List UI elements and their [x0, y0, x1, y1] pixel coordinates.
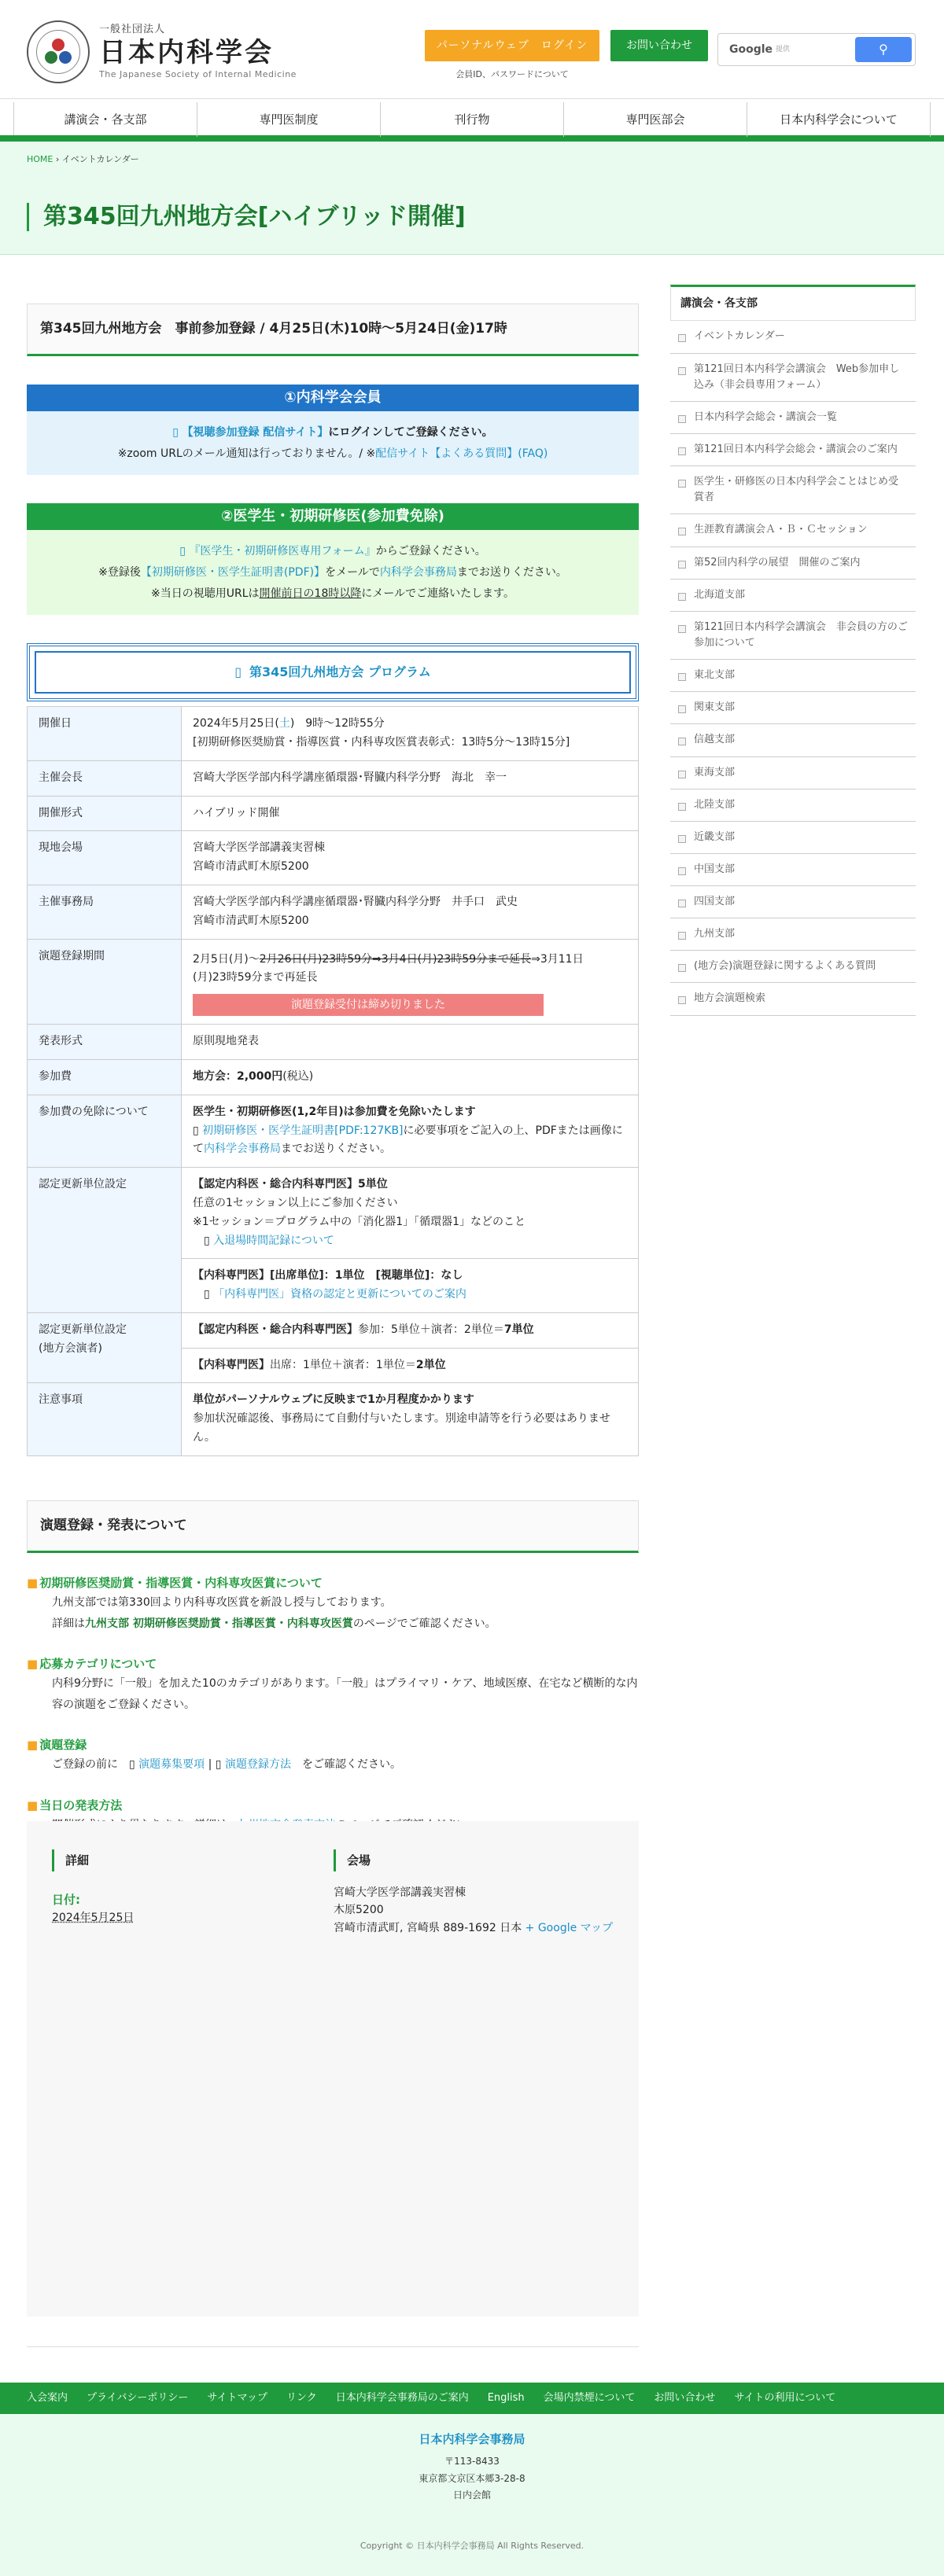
presentation-heading: 演題登録・発表について — [27, 1500, 639, 1553]
faq-link[interactable]: 配信サイト【よくある質問】(FAQ) — [375, 447, 548, 460]
sidebar-item[interactable]: 地方会演題検索 — [670, 983, 916, 1015]
search-button[interactable] — [855, 37, 912, 62]
table-cell — [182, 1383, 639, 1455]
site-footer — [0, 2414, 944, 2576]
note-title: 単位がパーソナルウェブに反映まで1か月程度かかります — [193, 1393, 474, 1407]
nav-item-lectures[interactable]: 講演会・各支部 — [14, 102, 197, 137]
venue-line: 宮崎市清武町, 宮崎県 889-1692 日本 — [334, 1921, 522, 1934]
date-label: 日付: — [52, 1893, 80, 1907]
sidebar-item[interactable]: 東海支部 — [670, 757, 916, 789]
document-icon: ▯ — [204, 1288, 210, 1301]
credit-text: 任意の1セッション以上にご参加ください — [193, 1196, 398, 1209]
registration-heading: 第345回九州地方会 事前参加登録 / 4月25日(木)10時〜5月24日(金)17時 — [27, 304, 639, 356]
page-title: 第345回九州地方会[ハイブリッド開催] — [27, 203, 466, 231]
fee-tax: (税込) — [282, 1069, 314, 1083]
venue-heading: 会場 — [334, 1849, 617, 1871]
pdf-icon: ▯ — [193, 1124, 199, 1137]
contact-button[interactable]: お問い合わせ — [610, 30, 708, 61]
student-form-link[interactable]: 『医学生・初期研修医専用フォーム』 — [189, 545, 376, 558]
sidebar-item[interactable]: 第121回日本内科学会講演会 非会員の方のご参加について — [670, 612, 916, 660]
nav-item-specialist-section[interactable]: 専門医部会 — [564, 102, 747, 137]
details-heading: 詳細 — [52, 1849, 304, 1871]
venue-line: 木原5200 — [334, 1904, 384, 1917]
table-cell — [182, 885, 639, 939]
student-line3-end: にメールでご連絡いたします。 — [361, 587, 514, 600]
document-icon: ▯ — [234, 664, 242, 680]
login-help-link[interactable]: 会員ID、パスワードについて — [455, 69, 569, 79]
search-icon: ⚲ — [879, 42, 888, 57]
table-header-cell: 開催日 — [28, 707, 182, 761]
credit-note: ※1セッション＝プログラム中の「消化器1」「循環器1」などのこと — [193, 1215, 526, 1228]
table-row — [28, 939, 639, 1025]
topic-text: ご登録の前に — [52, 1758, 118, 1772]
search-box[interactable] — [717, 33, 916, 66]
student-line3-time: 開催前日の18時以降 — [259, 587, 362, 600]
breadcrumb-current: イベントカレンダー — [61, 154, 139, 164]
sidebar-item[interactable]: イベントカレンダー — [670, 321, 916, 353]
table-row — [28, 1383, 639, 1455]
sidebar-item[interactable]: 日本内科学会総会・講演会一覧 — [670, 402, 916, 434]
program-link[interactable] — [35, 651, 631, 694]
table-header-cell: 注意事項 — [28, 1383, 182, 1455]
info-icon: ▯ — [172, 426, 179, 440]
table-header-cell: 開催形式 — [28, 796, 182, 831]
table-cell — [182, 1059, 639, 1095]
topic-categories — [27, 1654, 639, 1715]
topic-text: のページでご確認ください。 — [352, 1617, 496, 1630]
student-line2-end: までお送りください。 — [456, 565, 567, 579]
topic-title: ■ 初期研修医奨励賞・指導医賞・内科専攻医賞について — [27, 1573, 639, 1592]
sidebar-item[interactable]: 九州支部 — [670, 918, 916, 951]
streaming-site-link[interactable]: 【視聴参加登録 配信サイト】 — [182, 426, 329, 440]
footer-address — [0, 2453, 944, 2504]
member-line2-text: ※zoom URLのメール通知は行っておりません。/ ※ — [117, 447, 376, 460]
table-cell — [182, 1312, 639, 1348]
speaker-credit-2b: 出席：1単位＋演者：1単位＝ — [270, 1358, 416, 1371]
main-content — [27, 304, 639, 1934]
footer-link[interactable]: リンク — [286, 2391, 317, 2404]
nav-item-specialist[interactable]: 専門医制度 — [197, 102, 381, 137]
footer-link[interactable]: お問い合わせ — [654, 2391, 716, 2404]
google-map-link[interactable]: + Google マップ — [525, 1921, 614, 1934]
personal-web-login-button[interactable]: パーソナルウェブ ログイン — [425, 30, 599, 61]
venue-name: 宮崎大学医学部講義実習棟 — [193, 841, 325, 855]
document-icon: ▯ — [215, 1758, 222, 1772]
footer-link[interactable]: 会場内禁煙について — [543, 2391, 636, 2404]
table-row — [28, 1168, 639, 1259]
office-link[interactable]: 内科学会事務局 — [379, 565, 457, 579]
sidebar-title: 講演会・各支部 — [670, 285, 916, 321]
table-cell — [182, 1095, 639, 1167]
speaker-credit-1a: 【認定内科医・総合内科専門医】 — [193, 1323, 358, 1336]
event-info-table — [27, 706, 639, 1456]
document-icon: ▯ — [204, 1234, 210, 1247]
topic-title: ■ 当日の発表方法 — [27, 1796, 639, 1815]
abstract-extended-2: (月)23時59分まで再延長 — [193, 971, 318, 984]
nav-item-publications[interactable]: 刊行物 — [381, 102, 564, 137]
abstract-struck: 2月26日(月)23時59分⇒3月4日(月)23時59分まで延長 — [259, 952, 532, 966]
abstract-extended: ⇒3月11日 — [531, 952, 584, 966]
venue-line: 宮崎大学医学部講義実習棟 — [334, 1886, 466, 1899]
sidebar-item[interactable]: 生涯教育講演会Ａ・Ｂ・Ｃセッション — [670, 514, 916, 546]
site-logo[interactable] — [27, 20, 297, 83]
footer-link[interactable]: 日本内科学会事務局のご案内 — [335, 2391, 469, 2404]
registration-method-link[interactable]: 演題登録方法 — [224, 1758, 291, 1772]
footer-zip: 〒113-8433 — [444, 2456, 500, 2467]
sidebar-item[interactable]: 四国支部 — [670, 886, 916, 918]
sidebar-item[interactable]: 信越支部 — [670, 724, 916, 756]
exempt-office-link[interactable]: 内科学会事務局 — [204, 1143, 281, 1156]
footer-org[interactable]: 日本内科学会事務局 — [419, 2432, 525, 2446]
attendance-record-link[interactable]: 入退場時間記録について — [213, 1234, 334, 1247]
office-name: 宮崎大学医学部内科学講座循環器･腎臓内科学分野 井手口 武史 — [193, 895, 518, 908]
member-line1-text: にログインしてご登録ください。 — [328, 426, 493, 440]
note-text: 参加状況確認後、事務局にて自動付与いたします。別途申請等を行う必要はありません。 — [193, 1412, 610, 1444]
table-header-cell: 参加費 — [28, 1059, 182, 1095]
awards-link[interactable]: 九州支部 初期研修医奨励賞・指導医賞・内科専攻医賞 — [85, 1617, 353, 1630]
topic-title: ■ 演題登録 — [27, 1735, 639, 1754]
topic-title: ■ 応募カテゴリについて — [27, 1654, 639, 1673]
student-line2-mid: をメールで — [325, 565, 380, 579]
speaker-credit-1c: 7単位 — [503, 1323, 534, 1336]
footer-nav — [0, 2383, 944, 2414]
info-icon: ▯ — [179, 545, 186, 558]
table-cell: 原則現地発表 — [182, 1025, 639, 1060]
topic-registration: ■ 演題登録 ご登録の前に ▯ 演題募集要項 | ▯ 演題登録方法 をご確認ください。 — [27, 1735, 639, 1776]
exempt-end: までお送りください。 — [281, 1143, 391, 1156]
credit-title: 【認定内科医・総合内科専門医】5単位 — [193, 1178, 388, 1191]
footer-building: 日内会館 — [452, 2490, 491, 2501]
sidebar-item[interactable]: (地方会)演題登録に関するよくある質問 — [670, 951, 916, 983]
document-icon: ▯ — [129, 1758, 135, 1772]
google-sub: 提供 — [776, 45, 791, 53]
speaker-credit-2c: 2単位 — [415, 1358, 446, 1371]
student-section-title: ②医学生・初期研修医(参加費免除) — [27, 503, 639, 530]
speaker-credit-th: 認定更新単位設定 — [39, 1323, 127, 1336]
award-time: [初期研修医奨励賞・指導医賞・内科専攻医賞表彰式：13時5分〜13時15分] — [193, 735, 570, 749]
topic-text: をご確認ください。 — [301, 1758, 401, 1772]
student-line3-text: ※当日の視聴用URLは — [151, 587, 260, 600]
sidebar-item[interactable]: 北海道支部 — [670, 580, 916, 612]
table-header-cell: 主催会長 — [28, 760, 182, 796]
topic-text: 内科9分野に「一般」を加えた10のカテゴリがあります。「一般」はプライマリ・ケア、地域医療、在宅など横断的な内容の演題をご登録ください。 — [52, 1677, 638, 1711]
table-cell: ハイブリッド開催 — [182, 796, 639, 831]
member-section-title: ①内科学会会員 — [27, 385, 639, 411]
date-time: ) 9時〜12時55分 — [289, 717, 385, 730]
logo-title: 日本内科学会 — [99, 36, 274, 68]
nav-item-about[interactable]: 日本内科学会について — [747, 102, 931, 137]
title-band — [0, 142, 944, 255]
table-row — [28, 796, 639, 831]
breadcrumb — [27, 153, 139, 167]
table-header-cell: 現地会場 — [28, 831, 182, 885]
breadcrumb-home[interactable]: HOME — [27, 154, 53, 164]
specialist-credit: 【内科専門医】[出席単位]：1単位 [視聴単位]：なし — [193, 1269, 463, 1282]
table-row — [28, 1059, 639, 1095]
exempt-title: 医学生・初期研修医(1,2年目)は参加費を免除いたします — [193, 1105, 476, 1118]
logo-small-text: 一般社団法人 — [99, 24, 166, 36]
table-row — [28, 831, 639, 885]
exempt-text: に必要事項をご記入の上、PDFまたは画像にて — [193, 1124, 623, 1156]
table-cell — [182, 1348, 639, 1383]
sidebar-item[interactable]: 第121回日本内科学会講演会 Web参加申し込み（非会員専用フォーム） — [670, 354, 916, 402]
guidelines-link[interactable]: 演題募集要項 — [138, 1758, 205, 1772]
breadcrumb-sep: › — [55, 154, 60, 164]
table-header-cell: 演題登録期間 — [28, 939, 182, 1025]
google-label: Google — [729, 42, 773, 56]
table-header-cell: 主催事務局 — [28, 885, 182, 939]
sidebar-list — [670, 321, 916, 1015]
office-address: 宮崎市清武町木原5200 — [193, 914, 309, 927]
society-seal — [27, 20, 90, 83]
program-box — [27, 643, 639, 701]
site-header — [0, 0, 944, 99]
specialist-guide-link[interactable]: 「内科専門医」資格の認定と更新についてのご案内 — [213, 1288, 466, 1301]
table-header-cell: 認定更新単位設定 — [28, 1168, 182, 1313]
footer-link[interactable]: English — [487, 2391, 525, 2404]
topic-awards — [27, 1573, 639, 1634]
abstract-start: 2月5日(月)〜 — [193, 952, 260, 966]
sidebar-item[interactable]: 中国支部 — [670, 854, 916, 886]
sidebar — [670, 285, 916, 1016]
copyright: Copyright © 日本内科学会事務局 All Rights Reserved. — [360, 2540, 584, 2551]
student-line2-text: ※登録後 — [98, 565, 141, 579]
footer-link[interactable]: サイトマップ — [207, 2391, 267, 2404]
date-day-link[interactable]: 土 — [278, 717, 290, 730]
speaker-credit-th-2: (地方会演者) — [39, 1341, 102, 1355]
logo-english: The Japanese Society of Internal Medicine — [99, 69, 297, 80]
sidebar-item[interactable]: 東北支部 — [670, 660, 916, 692]
program-label: 第345回九州地方会 プログラム — [249, 664, 431, 680]
student-line1-text: からご登録ください。 — [375, 545, 486, 558]
table-cell — [182, 831, 639, 885]
footer-link[interactable]: プライバシーポリシー — [87, 2391, 189, 2404]
sidebar-item[interactable]: 近畿支部 — [670, 822, 916, 854]
table-row — [28, 1025, 639, 1060]
table-header-cell: 発表形式 — [28, 1025, 182, 1060]
sidebar-item[interactable]: 北陸支部 — [670, 789, 916, 822]
table-row — [28, 1312, 639, 1348]
speaker-credit-2a: 【内科専門医】 — [193, 1358, 270, 1371]
table-cell — [182, 939, 639, 1025]
footer-addr: 東京都文京区本郷3-28-8 — [419, 2472, 525, 2484]
topic-text: 詳細は — [52, 1617, 85, 1630]
fee-amount: 地方会：2,000円 — [193, 1069, 283, 1083]
member-section-body — [27, 411, 639, 475]
table-header-cell: 参加費の免除について — [28, 1095, 182, 1167]
venue-address: 宮崎市清武町木原5200 — [193, 860, 309, 874]
sidebar-item[interactable]: 第121回日本内科学会総会・講演会のご案内 — [670, 434, 916, 466]
event-details-panel — [27, 1821, 639, 2317]
table-cell: 宮崎大学医学部内科学講座循環器･腎臓内科学分野 海北 幸一 — [182, 760, 639, 796]
footer-link[interactable]: 入会案内 — [27, 2391, 68, 2404]
table-cell — [182, 1168, 639, 1259]
detail-date: 2024年5月25日 — [52, 1912, 135, 1924]
main-nav — [0, 99, 944, 142]
footer-link[interactable]: サイトの利用について — [734, 2391, 836, 2404]
table-header-cell — [28, 1312, 182, 1383]
exempt-pdf-link[interactable]: 初期研修医・医学生証明書[PDF:127KB] — [202, 1124, 404, 1137]
certificate-pdf-link[interactable]: 【初期研修医・医学生証明書(PDF)】 — [140, 565, 326, 579]
abstract-closed-badge: 演題登録受付は締め切りました — [193, 994, 544, 1016]
topic-text: 九州支部では第330回より内科専攻医賞を新設し授与しております。 — [52, 1596, 392, 1610]
table-row — [28, 885, 639, 939]
table-cell — [182, 1259, 639, 1313]
sidebar-item[interactable]: 医学生・研修医の日本内科学会ことはじめ受賞者 — [670, 466, 916, 514]
table-row — [28, 1095, 639, 1167]
sidebar-item[interactable]: 関東支部 — [670, 692, 916, 724]
date-text: 2024年5月25日( — [193, 717, 279, 730]
table-row — [28, 707, 639, 761]
table-row — [28, 760, 639, 796]
student-section-body — [27, 530, 639, 615]
speaker-credit-1b: 参加：5単位＋演者：2単位＝ — [358, 1323, 504, 1336]
sidebar-item[interactable]: 第52回内科学の展望 開催のご案内 — [670, 547, 916, 580]
table-cell — [182, 707, 639, 761]
